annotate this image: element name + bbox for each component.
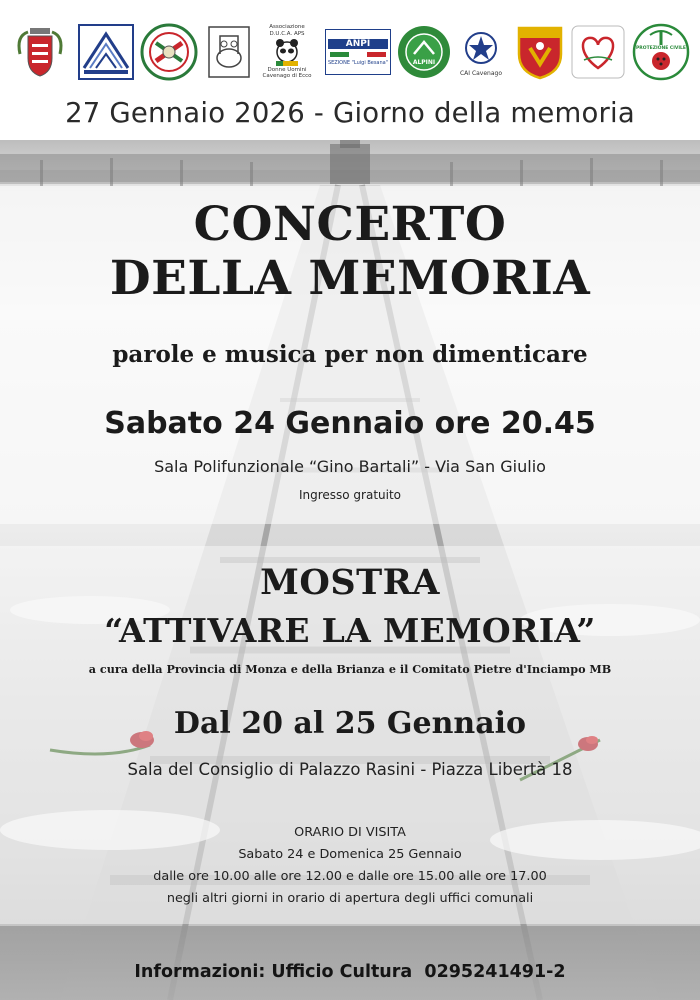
duca-association-logo <box>258 22 316 82</box>
civil-protection-logo <box>632 22 690 82</box>
visiting-hours <box>0 822 700 910</box>
anpi-section: SEZIONE "Luigi Besana" <box>327 59 389 66</box>
exhibition-title: “ATTIVARE LA MEMORIA” <box>104 611 596 650</box>
concert-entry-note: Ingresso gratuito <box>298 488 402 502</box>
sponsor-logo-strip <box>0 0 700 88</box>
exhibition-curator: a cura della Provincia di Monza e della Brianza e il Comitato Pietre d'Inciampo MB <box>88 662 612 676</box>
anpi-label: ANPI <box>328 39 388 49</box>
duca-caption: Associazione D.U.C.A. APS <box>269 24 305 37</box>
exhibition-dates: Dal 20 al 25 Gennaio <box>173 706 527 741</box>
star-icon <box>461 28 501 68</box>
svg-text:PROTEZIONE CIVILE: PROTEZIONE CIVILE <box>636 46 686 51</box>
hours-line-weekend: Sabato 24 e Domenica 25 Gennaio <box>238 847 462 862</box>
hours-line-times: dalle ore 10.00 alle ore 12.00 e dalle ore 15.00 alle ore 17.00 <box>153 869 547 884</box>
concert-date: Sabato 24 Gennaio ore 20.45 <box>104 406 596 441</box>
cai-logo <box>458 22 504 82</box>
concert-title <box>0 198 700 306</box>
association-emblem-logo <box>78 22 134 82</box>
duca-caption-bottom: Donne Uomini Cavenago di Ecco <box>262 67 312 80</box>
heart-association-logo <box>570 22 626 82</box>
info-contact: Informazioni: Ufficio Cultura 0295241491-2 <box>134 962 566 982</box>
hours-title: ORARIO DI VISITA <box>294 825 406 840</box>
svg-text:ALPINI: ALPINI <box>412 59 436 66</box>
panda-icon <box>272 37 302 67</box>
anpi-logo <box>324 22 392 82</box>
circular-badge-logo <box>140 22 198 82</box>
page-title: 27 Gennaio 2026 - Giorno della memoria <box>65 97 635 129</box>
musical-band-logo <box>206 22 252 82</box>
concert-venue: Sala Polifunzionale “Gino Bartali” - Via San Giulio <box>154 457 546 476</box>
coat-of-arms-logo <box>14 22 66 82</box>
cai-caption: CAI Cavenago <box>459 69 503 77</box>
alpini-logo <box>396 22 452 82</box>
exhibition-label: MOSTRA <box>260 562 440 603</box>
concert-subtitle: parole e musica per non dimenticare <box>112 341 588 368</box>
exhibition-venue: Sala del Consiglio di Palazzo Rasini - Piazza Libertà 18 <box>127 760 573 779</box>
concert-title-line1: CONCERTO <box>193 197 507 252</box>
sports-club-shield-logo <box>516 22 564 82</box>
concert-title-line2: DELLA MEMORIA <box>109 251 591 306</box>
hours-line-other-days: negli altri giorni in orario di apertura degli uffici comunali <box>166 891 534 906</box>
